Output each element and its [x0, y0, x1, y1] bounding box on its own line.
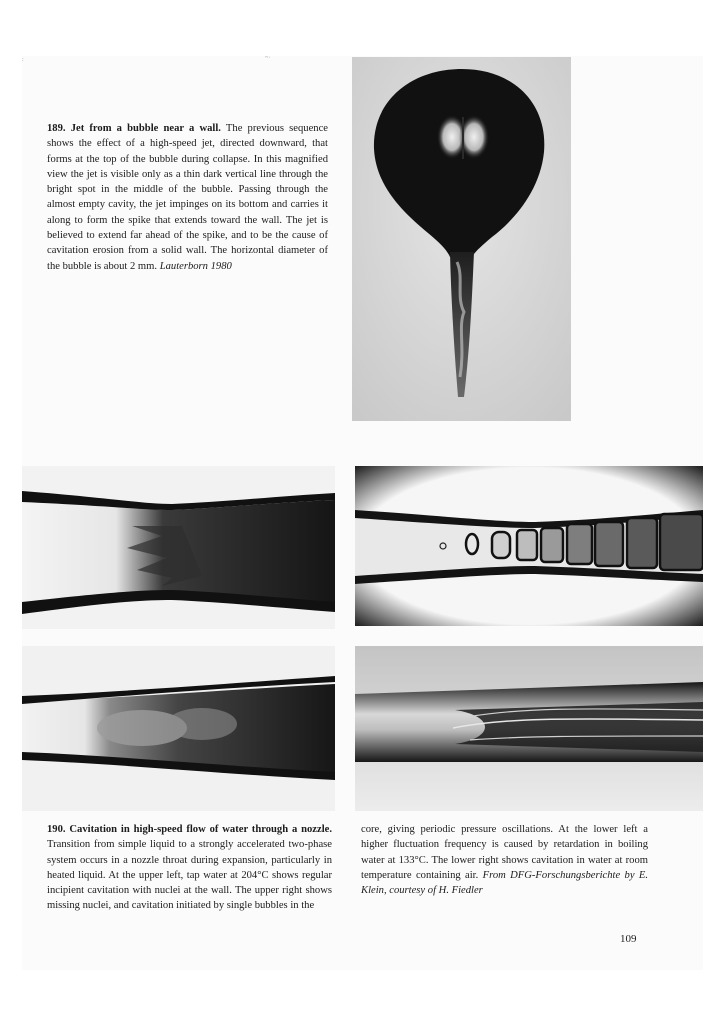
figure-190-credit: From DFG-Forschungsberichte by E. Klein, courtesy of H. Fiedler — [361, 869, 648, 897]
figure-189-caption — [47, 121, 328, 274]
figure-190-body-column-2: core, giving periodic pressure oscillations. At the lower left a higher fluctuation frequency is caused by retardation in boiling water at 133°C. The lower right shows cavitation in water at room temperature containing air. — [361, 824, 648, 881]
figure-190-caption-column-1 — [47, 822, 332, 914]
figure-189-credit: Lauterborn 1980 — [159, 260, 232, 272]
nozzle-photo-lower-right — [355, 646, 703, 811]
figure-189-title: Jet from a bubble near a wall. — [70, 123, 221, 134]
page-number: 109 — [620, 933, 637, 945]
figure-189-number: 189. — [47, 123, 66, 134]
nozzle-photo-upper-right — [355, 466, 703, 626]
figure-190-caption-column-2 — [361, 822, 648, 898]
page-corner-mark: : — [22, 57, 24, 63]
figure-190-body-column-1: Transition from simple liquid to a strongly accelerated two-phase system occurs in a nozzle throat during expansion, particularly in heated liquid. At the upper left, tap water at 204°C shows regular incipient cavitation with nuclei at the wall. The upper right shows missing nuclei, and cavitation initiated by single bubbles in the — [47, 839, 332, 912]
figure-190-title: Cavitation in high-speed flow of water through a nozzle. — [69, 824, 332, 835]
page-top-mark: ~· — [265, 55, 271, 61]
nozzle-photo-lower-left — [22, 646, 335, 811]
figure-189-body: The previous sequence shows the effect of a high-speed jet, directed downward, that forms at the top of the bubble during collapse. In this magnified view the jet is visible only as a thin dark vertical line through the bright spot in the middle of the bubble. Passing through the almost empty cavity, the jet impinges on its bottom and carries it along to form the spike that extends toward the wall. The jet is believed to extend far ahead of the spike, and to be the cause of cavitation erosion from a solid wall. The horizontal diameter of the bubble is about 2 mm. — [47, 123, 328, 272]
bubble-jet-photo — [352, 57, 571, 421]
nozzle-photo-upper-left — [22, 466, 335, 629]
figure-190-number: 190. — [47, 824, 66, 835]
